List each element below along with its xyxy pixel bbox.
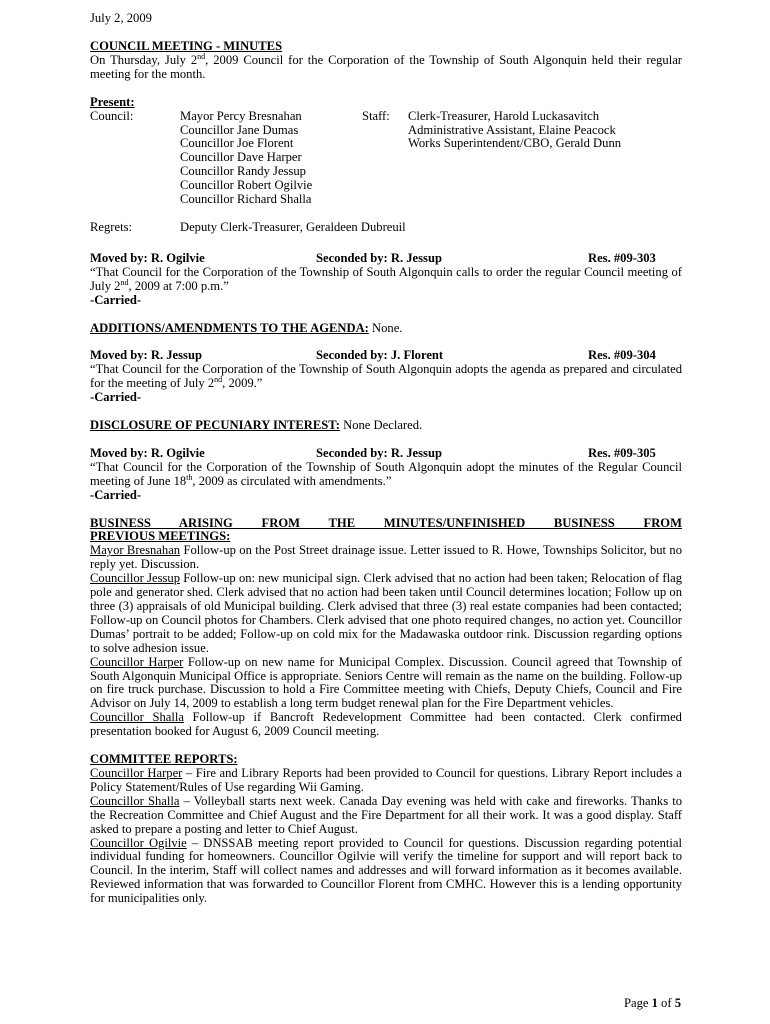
motion-header: [90, 252, 682, 266]
motion-header: [90, 349, 682, 363]
present-heading: Present:: [90, 94, 135, 109]
additions-section: ADDITIONS/AMENDMENTS TO THE AGENDA: None.: [90, 320, 403, 335]
councillor-name: Councillor Ogilvie: [90, 835, 187, 850]
councillor-name: Councillor Jessup: [90, 571, 180, 586]
committee-item: Councillor Shalla – Volleyball starts next week. Canada Day evening was held with cake and fireworks. Thanks to the Recreation Committee and Chief August and the Fire Department for all their work. It was a good display. Staff asked to prepare a posting and letter to Chief August.: [90, 793, 682, 836]
motion-text: “That Council for the Corporation of the Township of South Algonquin adopt the minutes of the Regular Council meeting of June 18th, 2009 as circulated with amendments.”: [90, 459, 682, 488]
council-member: Councillor Richard Shalla: [180, 192, 312, 207]
council-member: Mayor Percy Bresnahan: [180, 108, 302, 123]
regrets-row: [90, 221, 682, 235]
staff-member: Administrative Assistant, Elaine Peacock: [408, 122, 616, 137]
staff-member: Clerk-Treasurer, Harold Luckasavitch: [408, 108, 600, 123]
resolution-number: Res. #09-303: [588, 250, 656, 265]
regrets-label: Regrets:: [90, 219, 132, 234]
council-member: Councillor Robert Ogilvie: [180, 178, 313, 193]
council-member: Councillor Randy Jessup: [180, 164, 306, 179]
disclosure-heading: DISCLOSURE OF PECUNIARY INTEREST:: [90, 418, 340, 433]
seconded-by: Seconded by: R. Jessup: [316, 250, 442, 265]
motion-block: [90, 447, 682, 503]
business-item: Mayor Bresnahan Follow-up on the Post Street drainage issue. Letter issued to R. Howe, Townships Solicitor, but no reply yet. Discussion.: [90, 543, 682, 572]
business-item: Councillor Shalla Follow-up if Bancroft Redevelopment Committee had been contacted. Clerk confirmed presentation booked for August 6, 2009 Council meeting.: [90, 710, 682, 739]
motion-block: [90, 349, 682, 405]
councillor-name: Councillor Shalla: [90, 793, 180, 808]
resolution-number: Res. #09-305: [588, 445, 656, 460]
committee-item: Councillor Harper – Fire and Library Reports had been provided to Council for questions. Library Report includes a Policy Statement/Rules of Use regarding Wii Gaming.: [90, 765, 682, 794]
councillor-name: Councillor Shalla: [90, 710, 184, 725]
councillor-name: Councillor Harper: [90, 654, 184, 669]
resolution-number: Res. #09-304: [588, 348, 656, 363]
business-heading: BUSINESS ARISING FROM THE MINUTES/UNFINISHED BUSINESS FROM: [90, 515, 682, 530]
document-title: COUNCIL MEETING - MINUTES: [90, 39, 283, 53]
intro-paragraph: On Thursday, July 2nd, 2009 Council for the Corporation of the Township of South Algonquin held their regular meeting for the month.: [90, 51, 682, 81]
committee-heading: COMMITTEE REPORTS:: [90, 752, 238, 767]
committee-item: Councillor Ogilvie – DNSSAB meeting report provided to Council for questions. Discussion regarding potential individual funding for homeowners. Councillor Ogilvie will verify the timeline for support and will report back to Council. In the interim, Staff will collect names and addresses and will forward information as it becomes available. Reviewed information that was forwarded to Councillor Florent from CMHC. However this is a lending opportunity for municipalities only.: [90, 835, 682, 906]
page-number: Page 1 of 5: [623, 996, 681, 1010]
councillor-name: Mayor Bresnahan: [90, 543, 181, 558]
document-body: [90, 40, 682, 906]
attendance-section: [90, 110, 682, 207]
motion-carried: -Carried-: [90, 390, 142, 405]
motion-carried: -Carried-: [90, 487, 142, 502]
motion-header: [90, 447, 682, 461]
moved-by: Moved by: R. Ogilvie: [90, 445, 205, 460]
regrets-text: Deputy Clerk-Treasurer, Geraldeen Dubreuil: [180, 219, 406, 234]
motion-carried: -Carried-: [90, 292, 142, 307]
staff-member: Works Superintendent/CBO, Gerald Dunn: [408, 136, 622, 151]
council-member: Councillor Dave Harper: [180, 150, 302, 165]
council-label: Council:: [90, 108, 134, 123]
seconded-by: Seconded by: J. Florent: [316, 348, 444, 363]
staff-list: [408, 110, 621, 207]
council-member: Councillor Jane Dumas: [180, 122, 299, 137]
council-member: Councillor Joe Florent: [180, 136, 294, 151]
business-item: Councillor Jessup Follow-up on: new municipal sign. Clerk advised that no action had been taken; Relocation of flag pole and generator shed. Clerk advised that no action had been taken until Council determines location; Follow up on three (3) appraisals of old Municipal building. Clerk advised that three (3) real estate companies had been contacted; Follow-up on Council photos for Chambers. Clerk advised that one photo required changes, no action yet. Councillor Dumas’ portrait to be added; Follow-up on cold mix for the Madawaska outdoor rink. Discussion regarding options to solve adhesion issue.: [90, 571, 682, 655]
motion-text: “That Council for the Corporation of the Township of South Algonquin adopts the agenda as prepared and circulated for the meeting of July 2nd, 2009.”: [90, 362, 682, 391]
disclosure-section: DISCLOSURE OF PECUNIARY INTEREST: None Declared.: [90, 418, 423, 433]
motion-block: [90, 252, 682, 308]
staff-label: Staff:: [362, 108, 390, 123]
council-members-list: [180, 110, 362, 207]
business-heading-line2: PREVIOUS MEETINGS:: [90, 529, 231, 544]
additions-heading: ADDITIONS/AMENDMENTS TO THE AGENDA:: [90, 320, 369, 335]
business-item: Councillor Harper Follow-up on new name for Municipal Complex. Discussion. Council agreed that Township of South Algonquin Municipal Office is appropriate. Seniors Centre will remain as the name on the building. Follow-up on fire truck purchase. Discussion to hold a Fire Committee meeting with Chiefs, Deputy Chiefs, Council and Fire Advisor on July 14, 2009 to establish a long term budget renewal plan for the Fire Department vehicles.: [90, 654, 682, 711]
councillor-name: Councillor Harper: [90, 765, 183, 780]
motion-text: “That Council for the Corporation of the Township of South Algonquin calls to order the regular Council meeting of July 2nd, 2009 at 7:00 p.m.”: [90, 264, 682, 293]
document-date: July 2, 2009: [90, 11, 152, 25]
seconded-by: Seconded by: R. Jessup: [316, 445, 442, 460]
moved-by: Moved by: R. Jessup: [90, 348, 202, 363]
moved-by: Moved by: R. Ogilvie: [90, 250, 205, 265]
